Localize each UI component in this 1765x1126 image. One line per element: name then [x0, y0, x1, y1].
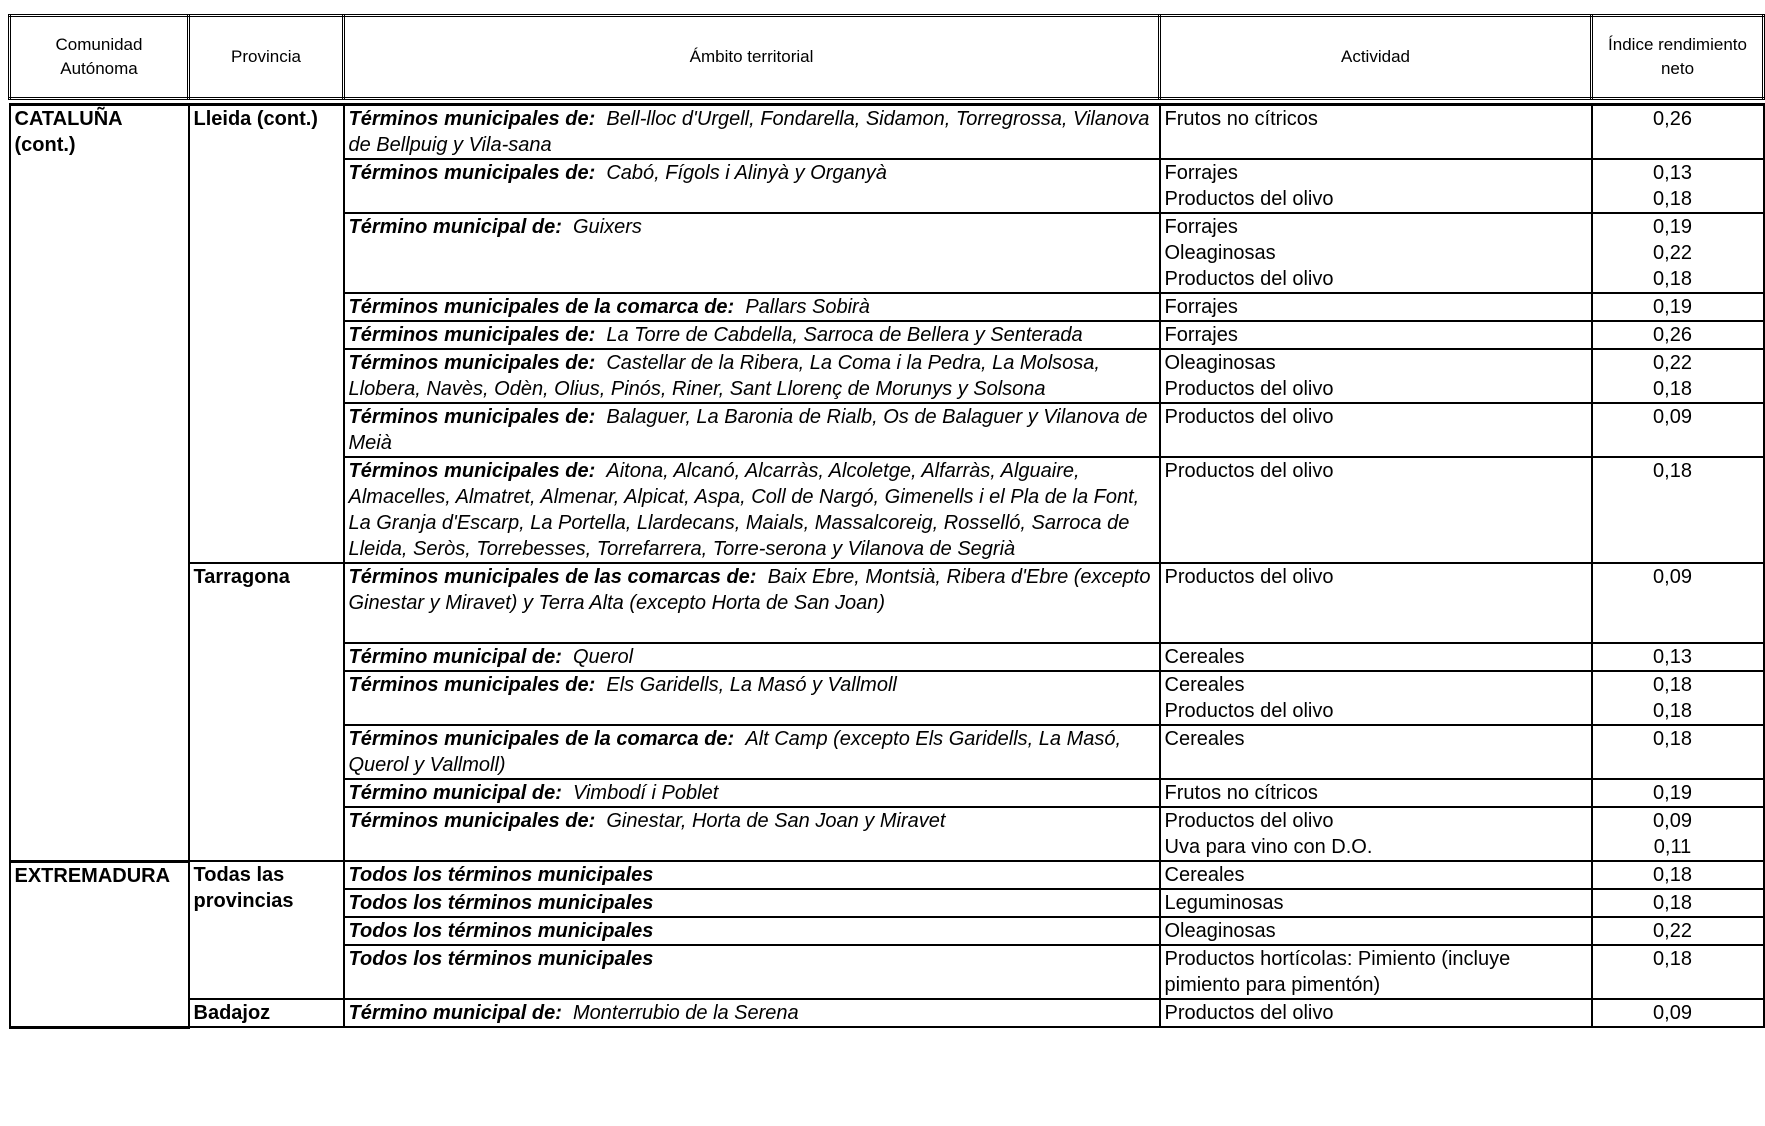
indice-value: 0,18 [1653, 728, 1692, 750]
indice-value: 0,09 [1653, 566, 1692, 588]
actividad-cell [1160, 403, 1592, 457]
indice-cell [1592, 159, 1764, 213]
indice-cell [1592, 349, 1764, 403]
ambito-places: Baix Ebre, Montsià, Ribera d'Ebre (excepto Ginestar y Miravet) y Terra Alta (excepto Horta de San Joan) [348, 566, 1151, 614]
indice-cell [1592, 807, 1764, 861]
ambito-cell [344, 671, 1160, 725]
ambito-cell [344, 349, 1160, 403]
indice-value: 0,09 [1653, 810, 1692, 832]
actividad-cell [1160, 807, 1592, 861]
actividad-cell [1160, 917, 1592, 945]
actividad-text: Leguminosas [1164, 892, 1284, 914]
indice-cell [1592, 563, 1764, 643]
actividad-text: Forrajes [1164, 162, 1238, 184]
actividad-text: Frutos no cítricos [1164, 108, 1318, 130]
indice-value: 0,18 [1653, 268, 1692, 290]
indice-cell [1592, 889, 1764, 917]
ambito-places: Els Garidells, La Masó y Vallmoll [606, 674, 897, 696]
actividad-cell [1160, 725, 1592, 779]
ambito-cell [344, 457, 1160, 563]
actividad-text: Productos del olivo [1164, 188, 1334, 210]
indice-value: 0,18 [1653, 864, 1692, 886]
header-provincia: Provincia [189, 16, 344, 99]
actividad-cell [1160, 889, 1592, 917]
indice-cell [1592, 779, 1764, 807]
indice-cell [1592, 725, 1764, 779]
ambito-places: Vimbodí i Poblet [572, 782, 719, 804]
table-row [10, 105, 1764, 160]
ambito-label: Todos los términos municipales [348, 948, 654, 970]
indice-value: 0,11 [1653, 836, 1692, 858]
ambito-places: Querol [572, 646, 634, 668]
rendimiento-table [8, 14, 1765, 1029]
indice-value: 0,18 [1653, 188, 1692, 210]
comunidad-cell: EXTREMADURA [10, 861, 189, 1027]
provincia-cell: Todas las provincias [189, 861, 344, 999]
ambito-label: Términos municipales de: [348, 352, 596, 374]
indice-cell [1592, 213, 1764, 293]
actividad-cell [1160, 779, 1592, 807]
ambito-cell [344, 159, 1160, 213]
indice-cell [1592, 671, 1764, 725]
ambito-label: Términos municipales de: [348, 162, 596, 184]
ambito-cell [344, 563, 1160, 643]
ambito-label: Todos los términos municipales [348, 920, 654, 942]
actividad-cell [1160, 563, 1592, 643]
actividad-text: Forrajes [1164, 216, 1238, 238]
ambito-label: Término municipal de: [348, 216, 562, 238]
actividad-cell [1160, 643, 1592, 671]
table-row [10, 861, 1764, 889]
ambito-label: Términos municipales de: [348, 810, 596, 832]
ambito-label: Términos municipales de la comarca de: [348, 296, 735, 318]
actividad-text: Productos del olivo [1164, 378, 1334, 400]
ambito-places: Cabó, Fígols i Alinyà y Organyà [606, 162, 887, 184]
indice-cell [1592, 457, 1764, 563]
indice-value: 0,13 [1653, 646, 1692, 668]
actividad-cell [1160, 213, 1592, 293]
indice-value: 0,26 [1653, 324, 1692, 346]
header-comunidad: Comunidad Autónoma [10, 16, 189, 99]
ambito-label: Términos municipales de la comarca de: [348, 728, 735, 750]
actividad-text: Uva para vino con D.O. [1164, 836, 1373, 858]
actividad-text: Cereales [1164, 728, 1245, 750]
header-indice: Índice rendimiento neto [1592, 16, 1764, 99]
ambito-places: La Torre de Cabdella, Sarroca de Bellera y Senterada [606, 324, 1083, 346]
ambito-cell [344, 999, 1160, 1027]
ambito-places: Alt Camp (excepto Els Garidells, La Masó, Querol y Vallmoll) [348, 728, 1122, 776]
indice-cell [1592, 105, 1764, 160]
indice-cell [1592, 945, 1764, 999]
actividad-text: Oleaginosas [1164, 242, 1276, 264]
table-row [10, 999, 1764, 1027]
indice-value: 0,09 [1653, 406, 1692, 428]
ambito-places: Balaguer, La Baronia de Rialb, Os de Balaguer y Vilanova de Meià [348, 406, 1148, 454]
ambito-cell [344, 403, 1160, 457]
indice-value: 0,18 [1653, 700, 1692, 722]
indice-cell [1592, 917, 1764, 945]
actividad-cell [1160, 671, 1592, 725]
actividad-text: Productos del olivo [1164, 460, 1334, 482]
table-row [10, 563, 1764, 643]
actividad-text: Productos del olivo [1164, 406, 1334, 428]
indice-value: 0,26 [1653, 108, 1692, 130]
indice-cell [1592, 403, 1764, 457]
ambito-cell [344, 889, 1160, 917]
actividad-cell [1160, 861, 1592, 889]
ambito-label: Términos municipales de las comarcas de: [348, 566, 757, 588]
ambito-cell [344, 779, 1160, 807]
indice-cell [1592, 643, 1764, 671]
indice-value: 0,13 [1653, 162, 1692, 184]
actividad-text: Cereales [1164, 646, 1245, 668]
actividad-cell [1160, 293, 1592, 321]
indice-value: 0,22 [1653, 352, 1692, 374]
actividad-text: Productos del olivo [1164, 1002, 1334, 1024]
ambito-places: Ginestar, Horta de San Joan y Miravet [606, 810, 946, 832]
ambito-label: Término municipal de: [348, 1002, 562, 1024]
ambito-cell [344, 807, 1160, 861]
ambito-label: Todos los términos municipales [348, 892, 654, 914]
indice-value: 0,19 [1653, 216, 1692, 238]
ambito-cell [344, 917, 1160, 945]
indice-value: 0,09 [1653, 1002, 1692, 1024]
actividad-text: Productos hortícolas: Pimiento (incluye pimiento para pimentón) [1164, 948, 1511, 996]
provincia-cell: Lleida (cont.) [189, 105, 344, 564]
actividad-cell [1160, 999, 1592, 1027]
indice-value: 0,19 [1653, 296, 1692, 318]
actividad-text: Oleaginosas [1164, 352, 1276, 374]
provincia-cell: Badajoz [189, 999, 344, 1027]
actividad-text: Productos del olivo [1164, 268, 1334, 290]
ambito-places: Bell-lloc d'Urgell, Fondarella, Sidamon, Torregrossa, Vilanova de Bellpuig y Vila-sana [348, 108, 1150, 156]
actividad-text: Forrajes [1164, 324, 1238, 346]
indice-value: 0,18 [1653, 378, 1692, 400]
ambito-places: Castellar de la Ribera, La Coma i la Pedra, La Molsosa, Llobera, Navès, Odèn, Olius, Pinós, Riner, Sant Llorenç de Morunys y Solsona [348, 352, 1100, 400]
ambito-label: Término municipal de: [348, 646, 562, 668]
comunidad-cell: CATALUÑA (cont.) [10, 105, 189, 862]
actividad-cell [1160, 457, 1592, 563]
ambito-label: Todos los términos municipales [348, 864, 654, 886]
indice-value: 0,18 [1653, 460, 1692, 482]
actividad-cell [1160, 321, 1592, 349]
ambito-cell [344, 213, 1160, 293]
ambito-cell [344, 861, 1160, 889]
ambito-label: Términos municipales de: [348, 674, 596, 696]
ambito-label: Términos municipales de: [348, 108, 596, 130]
ambito-cell [344, 293, 1160, 321]
table-header [10, 16, 1764, 105]
actividad-text: Cereales [1164, 864, 1245, 886]
indice-cell [1592, 861, 1764, 889]
ambito-places: Guixers [572, 216, 642, 238]
ambito-places: Monterrubio de la Serena [572, 1002, 799, 1024]
actividad-text: Forrajes [1164, 296, 1238, 318]
header-actividad: Actividad [1160, 16, 1592, 99]
actividad-cell [1160, 945, 1592, 999]
actividad-text: Productos del olivo [1164, 700, 1334, 722]
ambito-cell [344, 725, 1160, 779]
actividad-text: Oleaginosas [1164, 920, 1276, 942]
rendimiento-table-sheet [8, 14, 1762, 1029]
table-body [10, 105, 1764, 1028]
indice-value: 0,18 [1653, 892, 1692, 914]
ambito-label: Términos municipales de: [348, 406, 596, 428]
actividad-text: Productos del olivo [1164, 810, 1334, 832]
actividad-text: Frutos no cítricos [1164, 782, 1318, 804]
header-ambito: Ámbito territorial [344, 16, 1160, 99]
actividad-text: Productos del olivo [1164, 566, 1334, 588]
indice-value: 0,18 [1653, 948, 1692, 970]
ambito-cell [344, 945, 1160, 999]
ambito-cell [344, 321, 1160, 349]
indice-cell [1592, 293, 1764, 321]
ambito-label: Términos municipales de: [348, 460, 596, 482]
actividad-cell [1160, 105, 1592, 160]
ambito-label: Términos municipales de: [348, 324, 596, 346]
actividad-cell [1160, 349, 1592, 403]
provincia-cell: Tarragona [189, 563, 344, 861]
indice-value: 0,19 [1653, 782, 1692, 804]
ambito-places: Aitona, Alcanó, Alcarràs, Alcoletge, Alfarràs, Alguaire, Almacelles, Almatret, Almenar, Alpicat, Aspa, Coll de Nargó, Gimenells i el Pla de la Font, La Granja d'Escarp, La Portella, Llardecans, Maials, Massalcoreig, Rosselló, Sarroca de Lleida, Seròs, Torrebesses, Torrefarrera, Torre-serona y Vilanova de Segrià [348, 460, 1140, 560]
actividad-cell [1160, 159, 1592, 213]
indice-cell [1592, 321, 1764, 349]
indice-value: 0,22 [1653, 242, 1692, 264]
ambito-label: Término municipal de: [348, 782, 562, 804]
ambito-cell [344, 643, 1160, 671]
indice-value: 0,18 [1653, 674, 1692, 696]
actividad-text: Cereales [1164, 674, 1245, 696]
indice-value: 0,22 [1653, 920, 1692, 942]
ambito-places: Pallars Sobirà [745, 296, 870, 318]
ambito-cell [344, 105, 1160, 160]
indice-cell [1592, 999, 1764, 1027]
